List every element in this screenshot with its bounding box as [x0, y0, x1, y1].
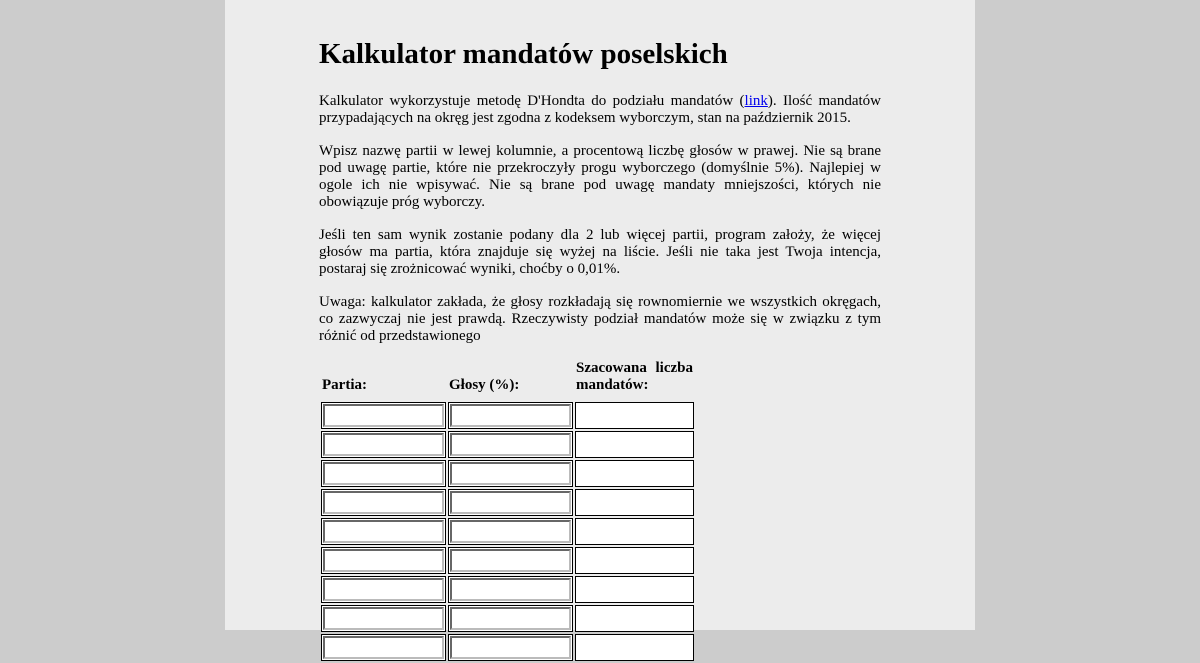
party-cell [321, 431, 446, 458]
table-row [321, 605, 694, 632]
page [225, 0, 975, 630]
votes-cell [448, 489, 573, 516]
party-cell [321, 576, 446, 603]
table-row [321, 431, 694, 458]
seats-cell [575, 402, 694, 429]
votes-input[interactable] [450, 462, 571, 485]
page-title: Kalkulator mandatów poselskich [319, 38, 728, 70]
header-votes: Głosy (%): [449, 377, 520, 393]
party-input[interactable] [323, 578, 444, 601]
seats-cell [575, 489, 694, 516]
warning-paragraph: Uwaga: kalkulator zakłada, że głosy rozkładają się rownomiernie we wszystkich okręgach, co zazwyczaj nie jest prawdą. Rzeczywisty podział mandatów może się w związku z tym różnić od przedstawionego [319, 294, 881, 344]
party-cell [321, 518, 446, 545]
table-row [321, 547, 694, 574]
dhondt-link[interactable]: link [744, 93, 768, 109]
seats-cell [575, 634, 694, 661]
votes-input[interactable] [450, 520, 571, 543]
votes-cell [448, 460, 573, 487]
votes-input[interactable] [450, 636, 571, 659]
votes-input[interactable] [450, 404, 571, 427]
table-row [321, 402, 694, 429]
table-row [321, 634, 694, 661]
votes-cell [448, 605, 573, 632]
votes-input[interactable] [450, 491, 571, 514]
party-input[interactable] [323, 433, 444, 456]
party-input[interactable] [323, 636, 444, 659]
party-cell [321, 489, 446, 516]
header-party: Partia: [322, 377, 367, 393]
seats-cell [575, 605, 694, 632]
votes-cell [448, 547, 573, 574]
votes-cell [448, 576, 573, 603]
votes-input[interactable] [450, 607, 571, 630]
seats-cell [575, 431, 694, 458]
votes-cell [448, 402, 573, 429]
seats-cell [575, 547, 694, 574]
party-input[interactable] [323, 607, 444, 630]
table-row [321, 576, 694, 603]
seats-cell [575, 460, 694, 487]
party-cell [321, 634, 446, 661]
votes-cell [448, 431, 573, 458]
table-row [321, 460, 694, 487]
party-input[interactable] [323, 404, 444, 427]
party-input[interactable] [323, 520, 444, 543]
votes-input[interactable] [450, 433, 571, 456]
seats-cell [575, 576, 694, 603]
calculator-table [319, 357, 696, 663]
party-input[interactable] [323, 462, 444, 485]
party-cell [321, 547, 446, 574]
ties-paragraph: Jeśli ten sam wynik zostanie podany dla 2 lub więcej partii, program założy, że więcej głosów ma partia, która znajduje się wyżej na liście. Jeśli nie taka jest Twoja intencja, postaraj się zrożnicować wyniki, choćby o 0,01%. [319, 227, 881, 277]
party-input[interactable] [323, 491, 444, 514]
header-seats: Szacowana liczba mandatów: [576, 360, 693, 393]
table-row [321, 518, 694, 545]
votes-input[interactable] [450, 549, 571, 572]
party-input[interactable] [323, 549, 444, 572]
party-cell [321, 460, 446, 487]
votes-cell [448, 518, 573, 545]
instructions-paragraph: Wpisz nazwę partii w lewej kolumnie, a procentową liczbę głosów w prawej. Nie są brane pod uwagę partie, które nie przekroczyły progu wyborczego (domyślnie 5%). Najlepiej w ogole ich nie wpisywać. Nie są brane pod uwagę mandaty mniejszości, których nie obowiązuje próg wyborczy. [319, 143, 881, 210]
intro-text: Kalkulator wykorzystuje metodę D'Hondta do podziału mandatów ( [319, 93, 745, 109]
party-cell [321, 402, 446, 429]
table-row [321, 489, 694, 516]
party-cell [321, 605, 446, 632]
votes-cell [448, 634, 573, 661]
votes-input[interactable] [450, 578, 571, 601]
seats-cell [575, 518, 694, 545]
intro-text-2: ). Ilość mandatów przypadających na okręg jest zgodna z kodeksem wyborczym, stan na październik 2015. [319, 93, 882, 126]
intro-paragraph [319, 93, 881, 127]
